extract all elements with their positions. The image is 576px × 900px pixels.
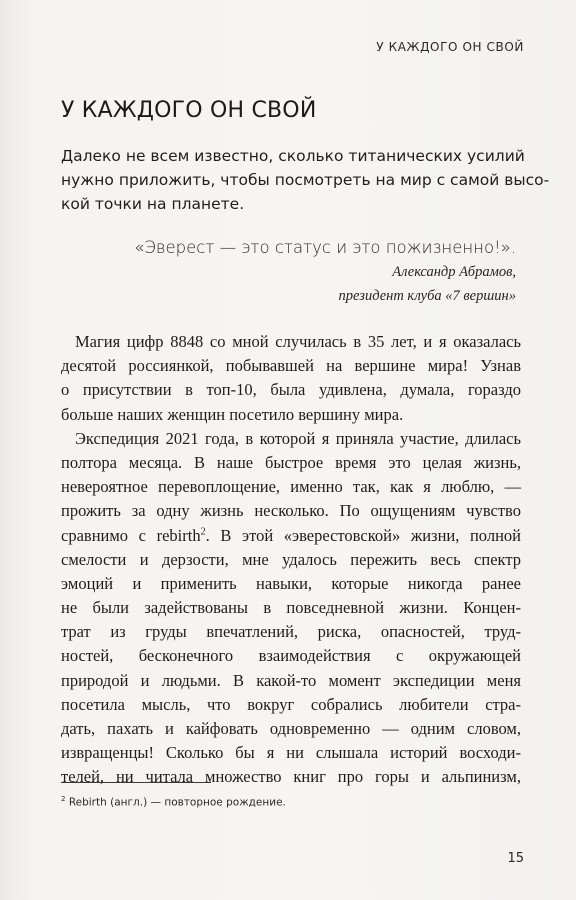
body-line: дать, пахать и кайфовать одновременно — одним словом,: [61, 719, 521, 738]
intro-line: кой точки на планете.: [61, 195, 245, 213]
body-line: извращенцы! Сколько бы я ни слышала историй восходи-: [61, 743, 521, 763]
body-line: Экспедиция 2021 года, в которой я приняла участие, длилась: [75, 428, 521, 448]
body-line: десятой россиянкой, побывавшей на вершине мира! Узнав: [61, 356, 521, 376]
body-line-with-footnote: [61, 524, 521, 548]
body-line: о присутствии в топ-10, была удивлена, думала, гораздо: [61, 380, 521, 400]
running-header: У КАЖДОГО ОН СВОЙ: [376, 40, 524, 54]
body-text: [61, 330, 521, 790]
body-line: прожить за одну жизнь несколько. По ощущениям чувство: [61, 501, 521, 521]
body-line: Магия цифр 8848 со мной случилась в 35 лет, и я оказалась: [75, 332, 521, 351]
body-line: не были задействованы в повседневной жизни. Концен-: [61, 598, 521, 618]
body-line: природой и людьми. В какой-то момент экспедиции меня: [61, 670, 521, 690]
epigraph-author-role: президент клуба «7 вершин»: [338, 288, 516, 304]
body-line: невероятное перевоплощение, именно так, как я люблю, —: [61, 477, 521, 497]
epigraph-author: Александр Абрамов,: [392, 264, 516, 280]
epigraph-quote: «Эверест — это статус и это пожизненно!».: [134, 238, 516, 257]
footnote-reference[interactable]: 2: [200, 526, 206, 537]
body-line: посетила мысль, что вокруг собрались любители стра-: [61, 694, 521, 714]
footnote-text: Rebirth (англ.) — повторное рождение.: [68, 796, 286, 809]
intro-paragraph: [61, 144, 550, 216]
footnote: [61, 795, 286, 809]
intro-line: нужно приложить, чтобы посмотреть на мир с самой высо-: [61, 171, 550, 189]
intro-line: Далеко не всем известно, сколько титанических усилий: [61, 147, 525, 165]
page-number: 15: [507, 851, 524, 866]
body-line: полтора месяца. В наше быстрое время это целая жизнь,: [61, 452, 521, 472]
footnote-divider: [61, 782, 211, 783]
body-line: телей, ни читала множество книг про горы и альпинизм,: [61, 767, 521, 787]
chapter-title: У КАЖДОГО ОН СВОЙ: [61, 98, 317, 123]
footnote-mark: 2: [61, 795, 66, 803]
body-line: эмоций и применить навыки, которые никогда ранее: [61, 573, 521, 593]
body-line-start: сравнимо с rebirth: [61, 525, 201, 545]
body-line: трат из груды впечатлений, риска, опасностей, труд-: [61, 622, 521, 642]
body-line: ностей, бесконечного взаимодействия с окружающей: [61, 646, 521, 666]
body-line-end: . В этой «эверестовской» жизни, полной: [205, 525, 521, 545]
body-line: смелости и дерзости, мне удалось пережить весь спектр: [61, 549, 521, 569]
body-line: больше наших женщин посетило вершину мира.: [61, 404, 404, 424]
epigraph: [61, 236, 516, 308]
